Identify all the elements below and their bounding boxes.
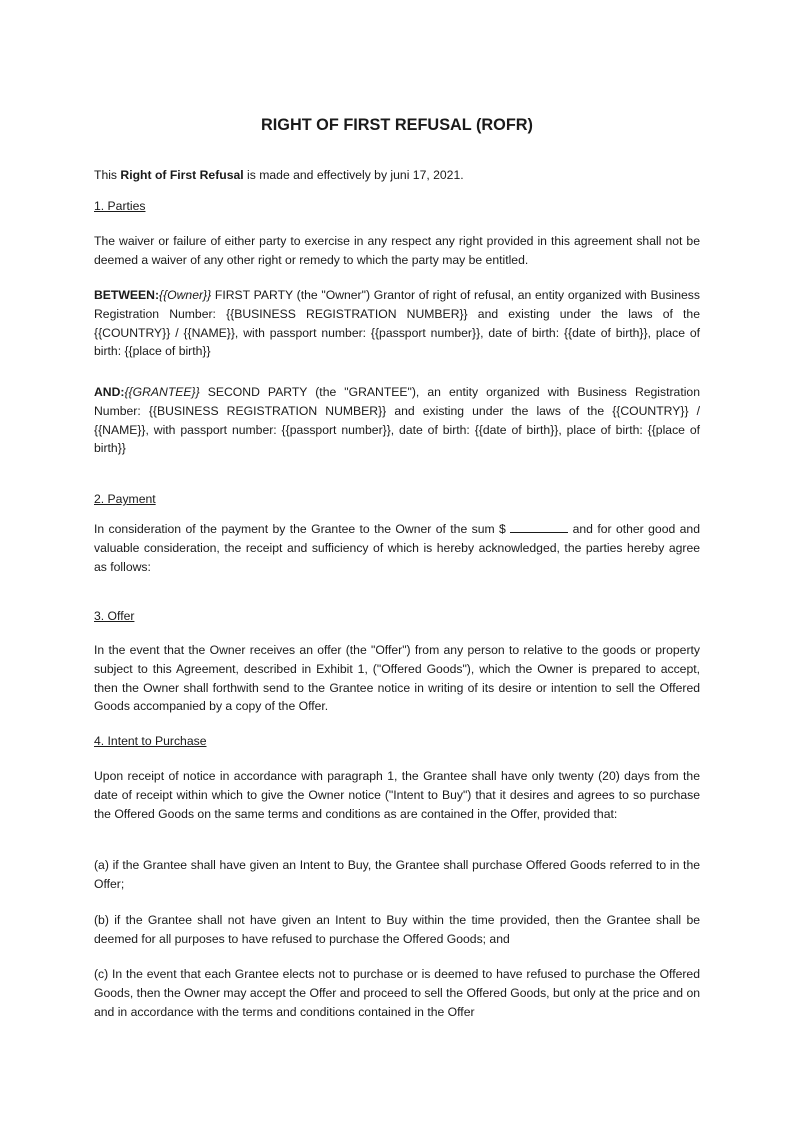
owner-placeholder: {{Owner}} — [159, 288, 212, 302]
intro-post: is made and effectively by juni 17, 2021. — [243, 168, 464, 182]
and-paragraph — [94, 383, 700, 458]
payment-paragraph — [94, 520, 700, 576]
intro-pre: This — [94, 168, 121, 182]
intro-paragraph — [94, 166, 700, 185]
waiver-paragraph: The waiver or failure of either party to exercise in any respect any right provided in this agreement shall not be deemed a waiver of any other right or remedy to which the party may be entitled. — [94, 234, 700, 267]
intent-paragraph: Upon receipt of notice in accordance with paragraph 1, the Grantee shall have only twenty (20) days from the date of receipt within which to give the Owner notice ("Intent to Buy") that it desires and agrees to so purchase the Offered Goods on the same terms and conditions as are contained in the Offer, provided that: — [94, 769, 700, 821]
payment-text-pre: In consideration of the payment by the Grantee to the Owner of the sum $ — [94, 522, 511, 536]
clause-a: (a) if the Grantee shall have given an Intent to Buy, the Grantee shall purchase Offered Goods referred to in the Offer; — [94, 858, 700, 891]
clause-c: (c) In the event that each Grantee elects not to purchase or is deemed to have refused to purchase the Offered Goods, then the Owner may accept the Offer and proceed to sell the Offered Goods, but only at the price and on and in accordance with the terms and conditions contained in the Offer — [94, 967, 700, 1019]
amount-blank — [510, 521, 568, 533]
and-text: SECOND PARTY (the "GRANTEE"), an entity organized with Business Registration Number: {{BUSINESS REGISTRATION NUMBER}} and existing under the laws of the {{COUNTRY}} / {{NAME}}, with passport number: {{passport number}}, date of birth: {{date of birth}}, place of birth: {{place of birth}} — [94, 385, 700, 456]
grantee-placeholder: {{GRANTEE}} — [124, 385, 200, 399]
and-label: AND: — [94, 385, 125, 399]
between-paragraph — [94, 286, 700, 361]
payment-text-post: and for other good and valuable consideration, the receipt and sufficiency of which is hereby acknowledged, the parties hereby agree as follows: — [94, 522, 700, 574]
offer-paragraph: In the event that the Owner receives an offer (the "Offer") from any person to relative to the goods or property subject to this Agreement, described in Exhibit 1, ("Offered Goods"), which the Owner is prepared to accept, then the Owner shall forthwith send to the Grantee notice in writing of its desire or intention to sell the Offered Goods accompanied by a copy of the Offer. — [94, 643, 700, 714]
document-title: RIGHT OF FIRST REFUSAL (ROFR) — [261, 116, 533, 134]
between-text: FIRST PARTY (the "Owner") Grantor of right of refusal, an entity organized with Business Registration Number: {{BUSINESS REGISTRATION NUMBER}} and existing under the laws of the {{COUNTRY}} / {{NAME}}, with passport number: {{passport number}}, date of birth: {{date of birth}}, place of birth: {{place of birth}} — [94, 288, 700, 359]
between-label: BETWEEN: — [94, 288, 159, 302]
section-heading-offer: 3. Offer — [94, 609, 135, 623]
clause-b: (b) if the Grantee shall not have given an Intent to Buy within the time provided, then the Grantee shall be deemed for all purposes to have refused to purchase the Offered Goods; and — [94, 913, 700, 946]
section-heading-intent: 4. Intent to Purchase — [94, 734, 207, 748]
intro-bold: Right of First Refusal — [120, 168, 244, 182]
section-heading-payment: 2. Payment — [94, 492, 156, 506]
section-heading-parties: 1. Parties — [94, 199, 146, 213]
